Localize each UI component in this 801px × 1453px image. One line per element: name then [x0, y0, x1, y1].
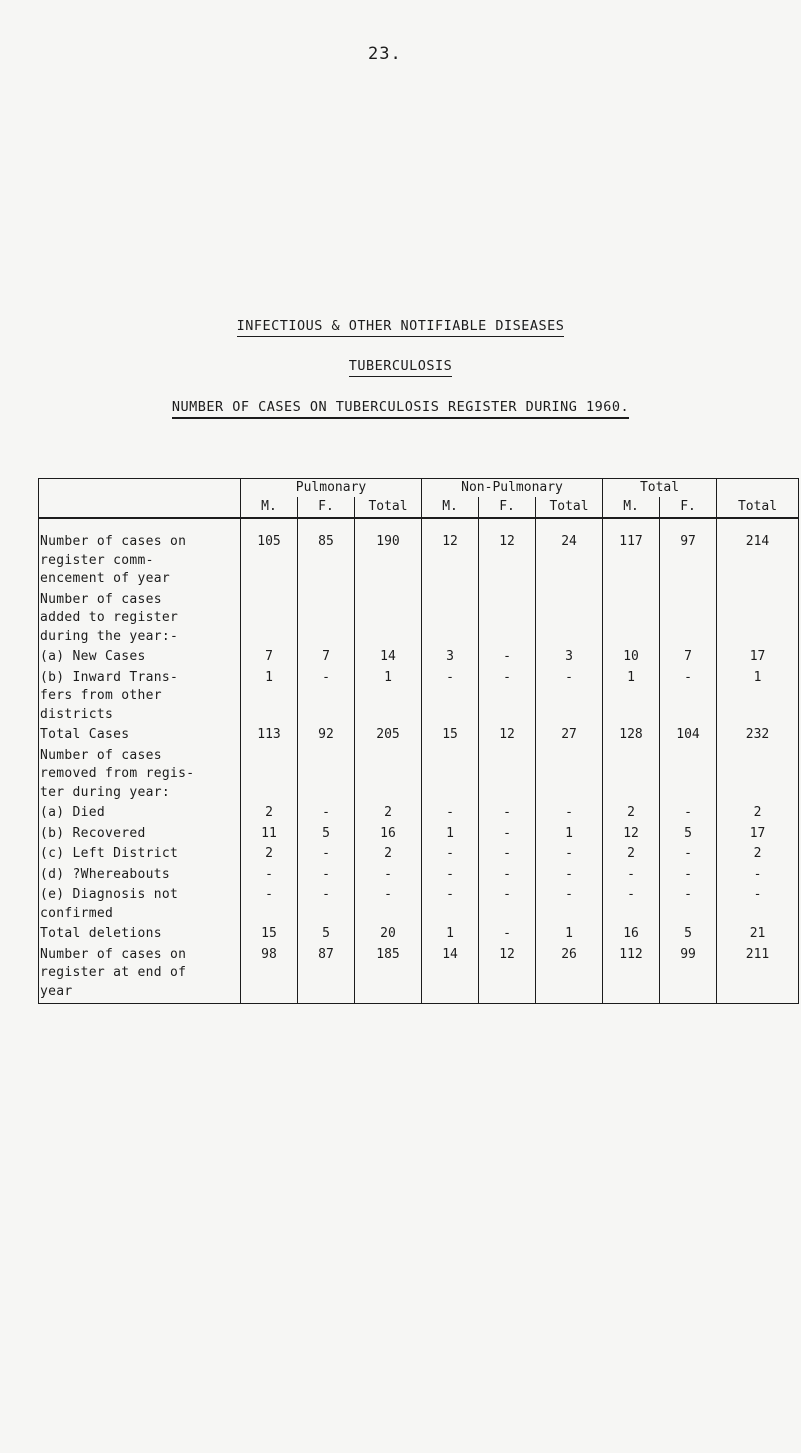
row-value: 105: [241, 518, 298, 589]
row-value: 26: [536, 944, 603, 1004]
row-value: -: [422, 667, 479, 725]
row-value: 2: [241, 802, 298, 823]
row-value: 14: [355, 646, 422, 667]
row-value: 7: [660, 646, 717, 667]
row-value: [717, 745, 799, 803]
header-col-m: M.: [422, 497, 479, 518]
table-body: [39, 518, 799, 1004]
header-group-non-pulmonary: Non-Pulmonary: [422, 479, 603, 498]
row-value: -: [298, 843, 355, 864]
row-value: 1: [422, 923, 479, 944]
row-value: 12: [479, 724, 536, 745]
row-label: (c) Left District: [39, 843, 241, 864]
header-group-row: [39, 479, 799, 498]
row-value: 112: [603, 944, 660, 1004]
header-col-total: Total: [536, 497, 603, 518]
row-value: -: [298, 667, 355, 725]
row-value: [536, 745, 603, 803]
row-value: 17: [717, 823, 799, 844]
row-value: [479, 589, 536, 647]
row-value: 21: [717, 923, 799, 944]
row-value: 5: [660, 823, 717, 844]
table-row: [39, 745, 799, 803]
row-value: 2: [603, 802, 660, 823]
row-value: -: [536, 864, 603, 885]
header-col-f: F.: [298, 497, 355, 518]
row-value: [660, 589, 717, 647]
table-row: [39, 884, 799, 923]
row-value: -: [660, 864, 717, 885]
section-heading: [0, 318, 801, 334]
row-value: 20: [355, 923, 422, 944]
header-col-total: Total: [355, 497, 422, 518]
row-value: 5: [298, 923, 355, 944]
row-value: 214: [717, 518, 799, 589]
table-row: [39, 802, 799, 823]
row-value: [422, 589, 479, 647]
table-row: [39, 667, 799, 725]
row-value: 232: [717, 724, 799, 745]
row-value: -: [298, 884, 355, 923]
row-value: -: [422, 802, 479, 823]
subsection-heading-text: TUBERCULOSIS: [349, 358, 453, 377]
row-value: -: [479, 884, 536, 923]
table-row: [39, 864, 799, 885]
row-value: 17: [717, 646, 799, 667]
row-value: -: [603, 864, 660, 885]
row-value: [241, 745, 298, 803]
subsection-heading: [0, 358, 801, 374]
row-label: Total deletions: [39, 923, 241, 944]
row-value: -: [422, 884, 479, 923]
row-value: 185: [355, 944, 422, 1004]
row-value: 2: [603, 843, 660, 864]
row-value: 14: [422, 944, 479, 1004]
row-label: (b) Inward Trans- fers from other districts: [39, 667, 241, 725]
row-value: 128: [603, 724, 660, 745]
row-label: Number of cases removed from regis- ter during year:: [39, 745, 241, 803]
row-value: -: [660, 884, 717, 923]
table-title-text: NUMBER OF CASES ON TUBERCULOSIS REGISTER DURING 1960.: [172, 399, 629, 419]
row-value: 205: [355, 724, 422, 745]
table-row: [39, 589, 799, 647]
row-value: [603, 745, 660, 803]
header-group-blank: [717, 479, 799, 498]
row-value: -: [536, 843, 603, 864]
row-value: [660, 745, 717, 803]
row-value: -: [479, 823, 536, 844]
row-label: Total Cases: [39, 724, 241, 745]
row-label: (a) Died: [39, 802, 241, 823]
row-value: 11: [241, 823, 298, 844]
row-value: 211: [717, 944, 799, 1004]
row-value: -: [717, 884, 799, 923]
row-value: -: [479, 843, 536, 864]
row-value: 12: [479, 944, 536, 1004]
table-row: [39, 944, 799, 1004]
row-value: -: [241, 864, 298, 885]
table-row: [39, 923, 799, 944]
row-value: 190: [355, 518, 422, 589]
row-value: [603, 589, 660, 647]
row-value: 7: [298, 646, 355, 667]
row-value: 85: [298, 518, 355, 589]
row-value: 117: [603, 518, 660, 589]
row-label: (b) Recovered: [39, 823, 241, 844]
row-value: -: [660, 667, 717, 725]
row-value: 3: [536, 646, 603, 667]
row-label: (d) ?Whereabouts: [39, 864, 241, 885]
row-value: 1: [241, 667, 298, 725]
row-value: -: [355, 864, 422, 885]
row-value: [298, 745, 355, 803]
row-value: 24: [536, 518, 603, 589]
row-value: 16: [603, 923, 660, 944]
row-value: -: [536, 884, 603, 923]
row-value: 3: [422, 646, 479, 667]
row-value: -: [603, 884, 660, 923]
header-col-f: F.: [479, 497, 536, 518]
table-row: [39, 646, 799, 667]
row-value: 104: [660, 724, 717, 745]
row-value: -: [479, 864, 536, 885]
row-value: 98: [241, 944, 298, 1004]
row-label: (a) New Cases: [39, 646, 241, 667]
header-col-m: M.: [603, 497, 660, 518]
row-label: Number of cases on register comm- encement of year: [39, 518, 241, 589]
row-value: 1: [422, 823, 479, 844]
row-value: 12: [479, 518, 536, 589]
table-row: [39, 843, 799, 864]
row-value: 2: [717, 802, 799, 823]
page-number: 23.: [368, 44, 402, 64]
row-value: [479, 745, 536, 803]
row-label: Number of cases added to register during the year:-: [39, 589, 241, 647]
row-value: 1: [603, 667, 660, 725]
row-value: [298, 589, 355, 647]
row-value: 99: [660, 944, 717, 1004]
row-value: 5: [298, 823, 355, 844]
row-value: 10: [603, 646, 660, 667]
row-value: 1: [355, 667, 422, 725]
row-value: -: [298, 802, 355, 823]
table-row: [39, 823, 799, 844]
row-value: 16: [355, 823, 422, 844]
row-value: [717, 589, 799, 647]
row-value: 113: [241, 724, 298, 745]
row-value: [422, 745, 479, 803]
header-col-m: M.: [241, 497, 298, 518]
table-title: [0, 399, 801, 415]
section-heading-text: INFECTIOUS & OTHER NOTIFIABLE DISEASES: [237, 318, 565, 337]
row-value: [355, 745, 422, 803]
row-value: -: [717, 864, 799, 885]
row-value: [241, 589, 298, 647]
row-value: -: [355, 884, 422, 923]
header-blank-cell: [39, 479, 241, 519]
row-value: -: [536, 667, 603, 725]
header-col-total: Total: [717, 497, 799, 518]
row-value: -: [479, 802, 536, 823]
table-row: [39, 724, 799, 745]
row-value: 2: [717, 843, 799, 864]
row-value: -: [660, 802, 717, 823]
row-value: -: [422, 864, 479, 885]
header-group-pulmonary: Pulmonary: [241, 479, 422, 498]
row-value: 12: [603, 823, 660, 844]
tuberculosis-register-table: [38, 478, 799, 1004]
row-value: 12: [422, 518, 479, 589]
row-value: -: [422, 843, 479, 864]
row-value: 97: [660, 518, 717, 589]
row-value: -: [479, 923, 536, 944]
row-value: 15: [422, 724, 479, 745]
header-group-total: Total: [603, 479, 717, 498]
row-value: 5: [660, 923, 717, 944]
row-value: 1: [717, 667, 799, 725]
row-value: 1: [536, 823, 603, 844]
row-value: -: [241, 884, 298, 923]
header-col-f: F.: [660, 497, 717, 518]
table-row: [39, 518, 799, 589]
row-value: [536, 589, 603, 647]
row-value: 2: [355, 843, 422, 864]
row-value: -: [298, 864, 355, 885]
row-value: -: [660, 843, 717, 864]
row-value: [355, 589, 422, 647]
row-value: 27: [536, 724, 603, 745]
row-value: 2: [241, 843, 298, 864]
row-value: -: [479, 646, 536, 667]
row-label: (e) Diagnosis not confirmed: [39, 884, 241, 923]
row-value: 87: [298, 944, 355, 1004]
row-value: 92: [298, 724, 355, 745]
row-value: 2: [355, 802, 422, 823]
row-value: 7: [241, 646, 298, 667]
row-value: 1: [536, 923, 603, 944]
row-value: -: [536, 802, 603, 823]
row-value: -: [479, 667, 536, 725]
row-value: 15: [241, 923, 298, 944]
row-label: Number of cases on register at end of year: [39, 944, 241, 1004]
